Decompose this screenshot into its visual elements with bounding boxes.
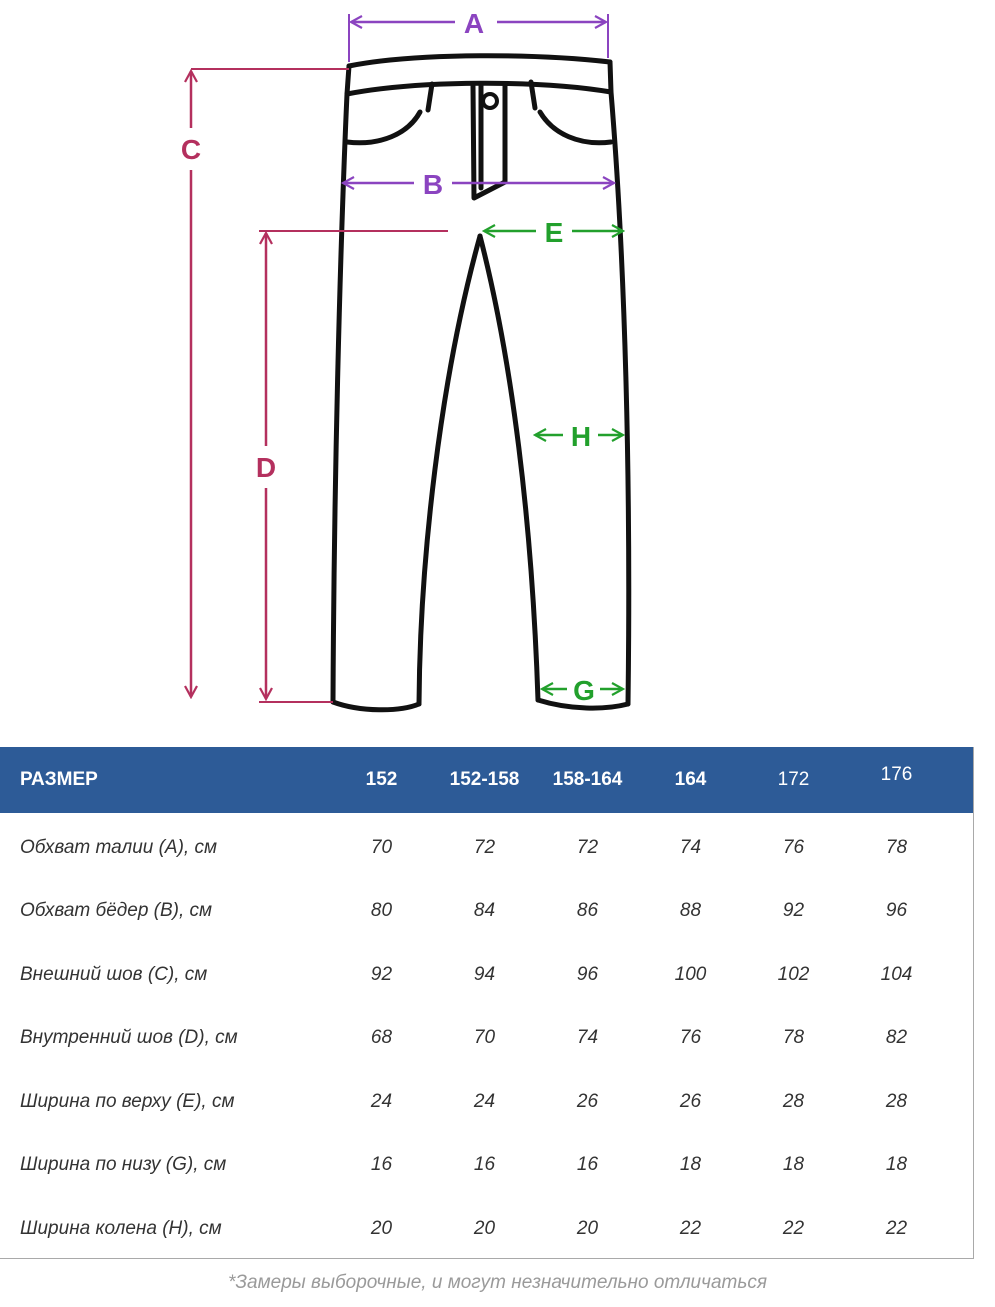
row-value: 24 bbox=[370, 1090, 393, 1112]
row-value: 18 bbox=[782, 1154, 805, 1176]
header-size: 172 bbox=[777, 769, 810, 790]
row-value: 16 bbox=[370, 1154, 393, 1176]
row-value: 100 bbox=[674, 963, 707, 985]
row-value: 68 bbox=[370, 1027, 393, 1049]
row-value: 76 bbox=[782, 836, 805, 858]
row-value: 84 bbox=[473, 900, 496, 922]
table-row bbox=[0, 1070, 973, 1134]
table-row bbox=[0, 1007, 973, 1071]
row-value: 70 bbox=[473, 1027, 496, 1049]
row-value: 20 bbox=[473, 1217, 496, 1239]
label-b: B bbox=[422, 169, 444, 200]
row-label: Ширина по верху (E), см bbox=[20, 1090, 235, 1112]
row-value: 86 bbox=[576, 900, 599, 922]
label-e: E bbox=[544, 217, 564, 248]
footnote: *Замеры выборочные, и могут незначительно отличаться bbox=[228, 1272, 767, 1293]
row-value: 20 bbox=[576, 1217, 599, 1239]
label-h: H bbox=[570, 421, 592, 452]
header-size: 152 bbox=[365, 769, 398, 790]
row-value: 18 bbox=[885, 1154, 908, 1176]
row-label: Обхват талии (А), см bbox=[20, 836, 218, 858]
row-value: 24 bbox=[473, 1090, 496, 1112]
row-value: 20 bbox=[370, 1217, 393, 1239]
row-value: 80 bbox=[370, 900, 393, 922]
header-size: 164 bbox=[674, 769, 707, 790]
pants-outline bbox=[333, 56, 629, 710]
row-value: 70 bbox=[370, 836, 393, 858]
row-value: 22 bbox=[679, 1217, 702, 1239]
header-size: 176 bbox=[880, 764, 913, 785]
table-row bbox=[0, 943, 973, 1007]
header-size: 152-158 bbox=[449, 769, 520, 790]
header-size: 158-164 bbox=[552, 769, 623, 790]
row-label: Внешний шов (С), см bbox=[20, 963, 208, 985]
table-header bbox=[0, 747, 973, 813]
table-row bbox=[0, 816, 973, 880]
row-label: Обхват бёдер (В), см bbox=[20, 900, 213, 922]
row-value: 92 bbox=[370, 963, 393, 985]
row-value: 96 bbox=[885, 900, 908, 922]
row-value: 72 bbox=[576, 836, 599, 858]
label-g: G bbox=[573, 675, 595, 706]
row-value: 76 bbox=[679, 1027, 702, 1049]
row-value: 74 bbox=[679, 836, 702, 858]
label-c: C bbox=[180, 134, 202, 165]
label-a: A bbox=[463, 8, 485, 39]
table-row bbox=[0, 1197, 973, 1261]
header-size-label: РАЗМЕР bbox=[20, 769, 98, 790]
row-label: Ширина по низу (G), см bbox=[20, 1154, 227, 1176]
row-value: 16 bbox=[576, 1154, 599, 1176]
row-value: 94 bbox=[473, 963, 496, 985]
table-row bbox=[0, 880, 973, 944]
row-value: 102 bbox=[777, 963, 810, 985]
row-value: 74 bbox=[576, 1027, 599, 1049]
row-value: 22 bbox=[782, 1217, 805, 1239]
dimension-g bbox=[542, 675, 623, 706]
row-value: 22 bbox=[885, 1217, 908, 1239]
row-value: 104 bbox=[880, 963, 913, 985]
dimension-e bbox=[484, 217, 623, 248]
row-label: Внутренний шов (D), см bbox=[20, 1027, 238, 1049]
table-body bbox=[0, 813, 973, 1261]
row-value: 28 bbox=[885, 1090, 908, 1112]
row-value: 96 bbox=[576, 963, 599, 985]
row-value: 78 bbox=[885, 836, 908, 858]
row-value: 72 bbox=[473, 836, 496, 858]
row-value: 26 bbox=[576, 1090, 599, 1112]
row-value: 16 bbox=[473, 1154, 496, 1176]
size-table bbox=[0, 747, 974, 1259]
row-value: 88 bbox=[679, 900, 702, 922]
row-value: 78 bbox=[782, 1027, 805, 1049]
button-icon bbox=[483, 94, 497, 108]
label-d: D bbox=[255, 452, 277, 483]
dimension-h bbox=[535, 421, 623, 452]
row-label: Ширина колена (H), см bbox=[20, 1217, 222, 1239]
row-value: 26 bbox=[679, 1090, 702, 1112]
row-value: 28 bbox=[782, 1090, 805, 1112]
row-value: 92 bbox=[782, 900, 805, 922]
row-value: 18 bbox=[679, 1154, 702, 1176]
table-row bbox=[0, 1134, 973, 1198]
row-value: 82 bbox=[885, 1027, 908, 1049]
